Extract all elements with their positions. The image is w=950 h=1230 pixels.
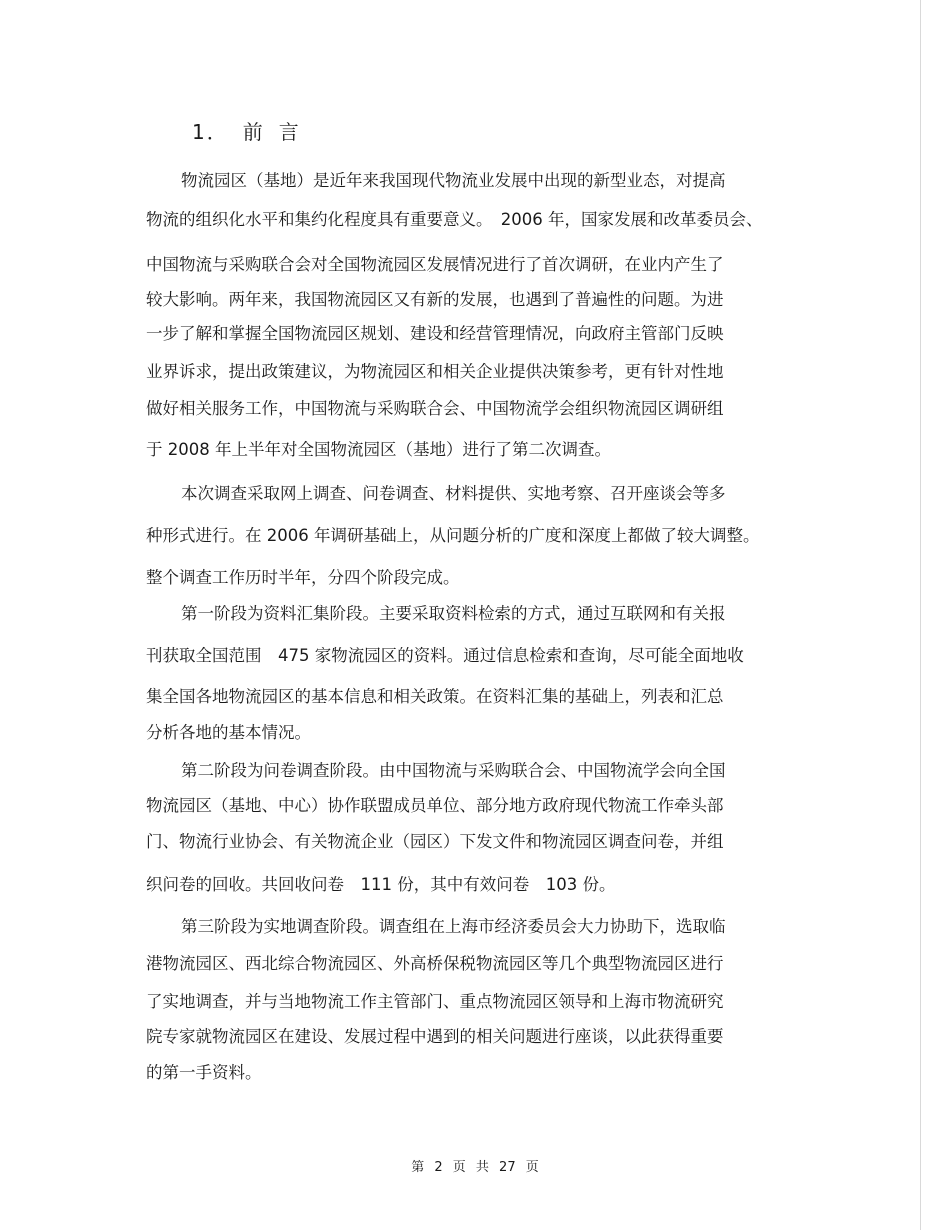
paragraph-line: 分析各地的基本情况。 [146, 723, 311, 742]
paragraph-line: 中国物流与采购联合会对全国物流园区发展情况进行了首次调研，在业内产生了 [146, 255, 724, 274]
paragraph-line: 整个调查工作历时半年，分四个阶段完成。 [146, 568, 460, 587]
paragraph-line: 院专家就物流园区在建设、发展过程中遇到的相关问题进行座谈，以此获得重要 [146, 1027, 724, 1046]
section-title-part-2: 言 [278, 120, 301, 144]
paragraph-line: 于 2008 年上半年对全国物流园区（基地）进行了第二次调查。 [146, 440, 611, 459]
paragraph-line: 门、物流行业协会、有关物流企业（园区）下发文件和物流园区调查问卷，并组 [146, 832, 724, 851]
paragraph-line: 业界诉求，提出政策建议，为物流园区和相关企业提供决策参考，更有针对性地 [146, 362, 724, 381]
paragraph-line: 第三阶段为实地调查阶段。调查组在上海市经济委员会大力协助下，选取临 [181, 917, 726, 936]
paragraph-line: 的第一手资料。 [146, 1063, 262, 1082]
paragraph-line: 第二阶段为问卷调查阶段。由中国物流与采购联合会、中国物流学会向全国 [181, 761, 726, 780]
page-footer: 第 2 页 共 27 页 [411, 1160, 539, 1175]
paragraph-line: 港物流园区、西北综合物流园区、外高桥保税物流园区等几个典型物流园区进行 [146, 954, 724, 973]
paragraph-line: 刊获取全国范围 475 家物流园区的资料。通过信息检索和查询，尽可能全面地收 [146, 646, 744, 665]
page-edge-divider [920, 0, 921, 1230]
paragraph-line: 做好相关服务工作，中国物流与采购联合会、中国物流学会组织物流园区调研组 [146, 399, 724, 418]
paragraph-line: 一步了解和掌握全国物流园区规划、建设和经营管理情况，向政府主管部门反映 [146, 324, 724, 343]
paragraph-line: 第一阶段为资料汇集阶段。主要采取资料检索的方式，通过互联网和有关报 [181, 604, 726, 623]
section-heading [192, 116, 301, 145]
paragraph-line: 物流园区（基地、中心）协作联盟成员单位、部分地方政府现代物流工作牵头部 [146, 796, 724, 815]
paragraph-line: 集全国各地物流园区的基本信息和相关政策。在资料汇集的基础上，列表和汇总 [146, 687, 724, 706]
paragraph-line: 织问卷的回收。共回收问卷 111 份，其中有效问卷 103 份。 [146, 875, 616, 894]
paragraph-line: 物流园区（基地）是近年来我国现代物流业发展中出现的新型业态，对提高 [181, 171, 726, 190]
section-number: 1． [192, 120, 229, 144]
paragraph-line: 较大影响。两年来，我国物流园区又有新的发展，也遇到了普遍性的问题。为进 [146, 290, 724, 309]
section-title-part-1: 前 [242, 120, 265, 144]
paragraph-line: 本次调查采取网上调查、问卷调查、材料提供、实地考察、召开座谈会等多 [181, 484, 726, 503]
paragraph-line: 种形式进行。在 2006 年调研基础上，从问题分析的广度和深度上都做了较大调整。 [146, 526, 760, 545]
paragraph-line: 了实地调查，并与当地物流工作主管部门、重点物流园区领导和上海市物流研究 [146, 992, 724, 1011]
paragraph-line: 物流的组织化水平和集约化程度具有重要意义。 2006 年，国家发展和改革委员会、 [146, 210, 763, 229]
